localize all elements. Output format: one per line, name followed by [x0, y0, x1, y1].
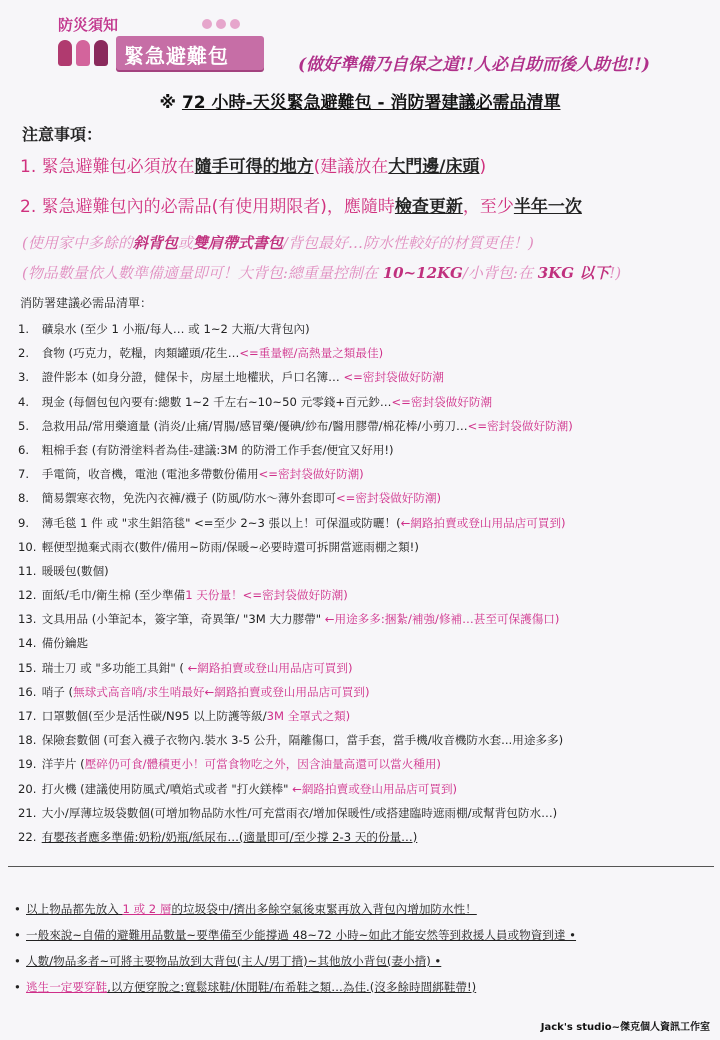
item-number: 5. [18, 418, 30, 433]
item-text: 打火機 (建議使用防風式/噴焰式或者 "打火鎂棒" [41, 781, 293, 796]
list-item [18, 753, 718, 777]
hint-backpack [22, 232, 534, 253]
item-number: 22. [18, 829, 37, 844]
item-text: 保險套數個 (可套入襪子衣物內.裝水 3-5 公升，隔離傷口，當手套，當手機/收音機防水套...用途多多) [41, 733, 564, 748]
bullet-icon: • [14, 928, 21, 942]
hint1-a: (使用家中多餘的 [22, 234, 133, 252]
list-item [18, 826, 718, 850]
item-number: 19. [18, 757, 37, 772]
note-item [14, 924, 714, 950]
logo [52, 10, 272, 74]
flower-icon [202, 14, 262, 32]
notice-1-e: ) [479, 157, 487, 177]
notice-2-d: 半年一次 [513, 197, 582, 217]
note-item [14, 950, 714, 976]
item-text: 有嬰孩者應多準備:奶粉/奶瓶/紙尿布…(適量即可/至少撐 2-3 天的份量…) [41, 829, 418, 844]
footer-credit: Jack's studio~傑克個人資訊工作室 [540, 1022, 710, 1033]
hint2-e: !) [609, 264, 622, 282]
list-item [18, 657, 718, 681]
item-text: 文具用品 (小筆記本，簽字筆，奇異筆/ "3M 大力膠帶" [41, 612, 325, 627]
item-note: ←用途多多:捆紮/補強/修補…甚至可保護傷口) [324, 612, 560, 627]
item-number: 17. [18, 709, 37, 723]
note-highlight: 1 或 2 層 [122, 902, 172, 916]
logo-banner [116, 36, 264, 70]
item-text: 證件影本 (如身分證，健保卡，房屋土地權狀，戶口名簿… [41, 370, 344, 385]
kids-icon [58, 40, 118, 70]
item-text: 洋芋片 ( [41, 757, 85, 772]
item-note: 無球式高音哨/求生哨最好←網路拍賣或登山用品店可買到) [73, 684, 370, 699]
list-item [18, 439, 718, 463]
hint2-d: 3KG 以下 [537, 264, 610, 282]
logo-top-text: 防災須知 [58, 16, 119, 34]
note-text-a: 以上物品都先放入 [26, 902, 123, 916]
item-note: <=密封袋做好防潮 [391, 394, 493, 409]
notice-2-b: 檢查更新 [394, 197, 463, 217]
list-item [18, 487, 718, 511]
item-number: 9. [18, 515, 30, 530]
item-note: 1 天份量！<=密封袋做好防潮) [185, 588, 348, 603]
list-item [18, 366, 718, 390]
note-item [14, 976, 714, 1002]
title-text: 72 小時-天災緊急避難包 - 消防署建議必需品清單 [181, 93, 561, 113]
notice-heading: 注意事項： [22, 125, 103, 144]
notes-list [14, 898, 714, 1002]
hint1-d: 雙肩帶式書包 [192, 234, 283, 252]
item-number: 4. [18, 394, 30, 409]
item-number: 3. [18, 370, 30, 385]
item-text: 現金 (每個包包內要有:總數 1~2 千左右~10~50 元零錢+百元鈔… [41, 394, 392, 409]
item-number: 15. [18, 660, 37, 675]
item-text: 簡易禦寒衣物，免洗內衣褲/襪子 (防風/防水～薄外套即可 [41, 491, 336, 506]
item-number: 18. [18, 733, 37, 748]
list-item [18, 318, 718, 342]
notice-line-2 [20, 192, 582, 217]
list-item [18, 681, 718, 705]
item-text: 口罩數個(至少是活性碳/N95 以上防護等級/ [41, 709, 267, 723]
note-text-b: 的垃圾袋中/擠出多餘空氣後束緊再放入背包內增加防水性！ [171, 902, 477, 916]
page-title [0, 88, 720, 113]
item-text: 備份鑰匙 [41, 636, 89, 651]
note-text-a: 人數/物品多者~可將主要物品放到大背包(主人/男丁揹)~其他放小背包(妻小揹) [26, 954, 431, 968]
item-note: ←網路拍賣或登山用品店可買到) [400, 515, 566, 530]
list-item [18, 632, 718, 656]
item-text: 粗棉手套 (有防滑塗料者為佳-建議:3M 的防滑工作手套/便宜又好用!) [41, 442, 394, 457]
list-item [18, 415, 718, 439]
item-text: 瑞士刀 或 "多功能工具鉗" ( [41, 660, 188, 675]
item-text: 大小/厚薄垃圾袋數個(可增加物品防水性/可充當雨衣/增加保暖性/或搭建臨時遮雨棚/或幫背包防水…) [41, 805, 558, 820]
item-note: 壓碎仍可食/體積更小！可當食物吃之外，因含油量高還可以當火種用) [84, 757, 441, 772]
list-item [18, 391, 718, 415]
hint2-a: (物品數量依人數準備適量即可！大背包:總重量控制在 [22, 264, 383, 282]
list-item [18, 463, 718, 487]
item-note: <=重量輕/高熱量之類最佳) [239, 346, 384, 361]
notice-1-b: 隨手可得的地方 [194, 157, 314, 177]
item-note: <=密封袋做好防潮) [258, 467, 364, 482]
item-text: 薄毛毯 1 件 或 "求生鋁箔毯" <=至少 2~3 張以上！可保溫或防曬！( [41, 515, 401, 530]
item-number: 20. [18, 781, 37, 796]
item-note: ←網路拍賣或登山用品店可買到) [292, 781, 458, 796]
hint1-b: 斜背包 [132, 234, 178, 252]
hint2-c: /小背包:在 [462, 264, 538, 282]
list-item [18, 584, 718, 608]
hint1-c: 或 [177, 234, 193, 252]
item-number: 11. [18, 563, 37, 578]
logo-banner-text: 緊急避難包 [124, 44, 229, 68]
item-note: <=密封袋做好防潮) [467, 418, 573, 433]
list-item [18, 705, 718, 729]
notice-1-a: 1. 緊急避難包必須放在 [20, 157, 195, 177]
item-number: 10. [18, 539, 37, 554]
notice-1-c: (建議放在 [313, 157, 389, 177]
item-text: 礦泉水 (至少 1 小瓶/每人… 或 1~2 大瓶/大背包內) [41, 322, 310, 336]
hint2-b: 10~12KG [382, 264, 463, 282]
divider [8, 866, 714, 867]
item-number: 7. [18, 467, 30, 482]
bullet-icon: • [14, 954, 21, 968]
slogan: (做好準備乃自保之道!!人必自助而後人助也!!) [298, 55, 650, 75]
item-number: 1. [18, 322, 30, 336]
hint-weight [22, 262, 621, 283]
list-item [18, 802, 718, 826]
item-list [18, 318, 718, 850]
hint1-e: /背包最好…防水性較好的材質更佳！) [282, 234, 534, 252]
list-heading: 消防署建議必需品清單： [20, 296, 153, 310]
item-text: 輕便型拋棄式雨衣(數件/備用~防雨/保暖~必要時還可拆開當遮雨棚之類!) [41, 539, 419, 554]
item-number: 13. [18, 612, 37, 627]
item-number: 2. [18, 346, 30, 361]
notice-1-d: 大門邊/床頭 [388, 157, 480, 177]
notice-2-c: ，至少 [462, 197, 514, 217]
item-text: 手電筒，收音機，電池 (電池多帶數份備用 [41, 467, 259, 482]
list-item [18, 729, 718, 753]
note-text-b: • [430, 954, 442, 968]
list-item [18, 608, 718, 632]
list-item [18, 778, 718, 802]
note-item [14, 898, 714, 924]
list-item [18, 560, 718, 584]
item-number: 21. [18, 805, 37, 820]
item-note: 3M 全罩式之類) [266, 709, 351, 723]
bullet-icon: • [14, 980, 21, 994]
notice-2-a: 2. 緊急避難包內的必需品(有使用期限者)，應隨時 [20, 197, 395, 217]
item-number: 16. [18, 684, 37, 699]
item-text: 哨子 ( [41, 684, 74, 699]
note-text-a: 一般來說~自備的避難用品數量~要準備至少能撐過 48~72 小時~如此才能安然等到救援人員或物資到達 [26, 928, 566, 942]
item-note: <=密封袋做好防潮) [335, 491, 442, 506]
item-number: 8. [18, 491, 30, 506]
note-text-b: ,以方便穿脫之:寬鬆球鞋/休閒鞋/布希鞋之類…為佳.(沒多餘時間綁鞋帶!) [107, 980, 477, 994]
item-text: 急救用品/常用藥適量 (消炎/止痛/胃腸/感冒藥/優碘/紗布/醫用膠帶/棉花棒/小剪刀… [41, 418, 468, 433]
note-highlight: 逃生一定要穿鞋 [26, 980, 108, 994]
item-number: 6. [18, 442, 30, 457]
item-text: 暖暖包(數個) [41, 563, 109, 578]
item-note: ←網路拍賣或登山用品店可買到) [187, 660, 353, 675]
item-text: 食物 (巧克力，乾糧，肉類罐頭/花生… [41, 346, 240, 361]
list-item [18, 512, 718, 536]
item-note: <=密封袋做好防潮 [343, 370, 445, 385]
note-text-b: • [565, 928, 577, 942]
bullet-icon: • [14, 902, 21, 916]
item-number: 12. [18, 588, 37, 603]
list-item [18, 536, 718, 560]
item-number: 14. [18, 636, 37, 651]
title-mark: ※ [159, 93, 182, 113]
item-text: 面紙/毛巾/衛生棉 (至少準備 [41, 588, 186, 603]
notice-line-1 [20, 152, 486, 177]
list-item [18, 342, 718, 366]
